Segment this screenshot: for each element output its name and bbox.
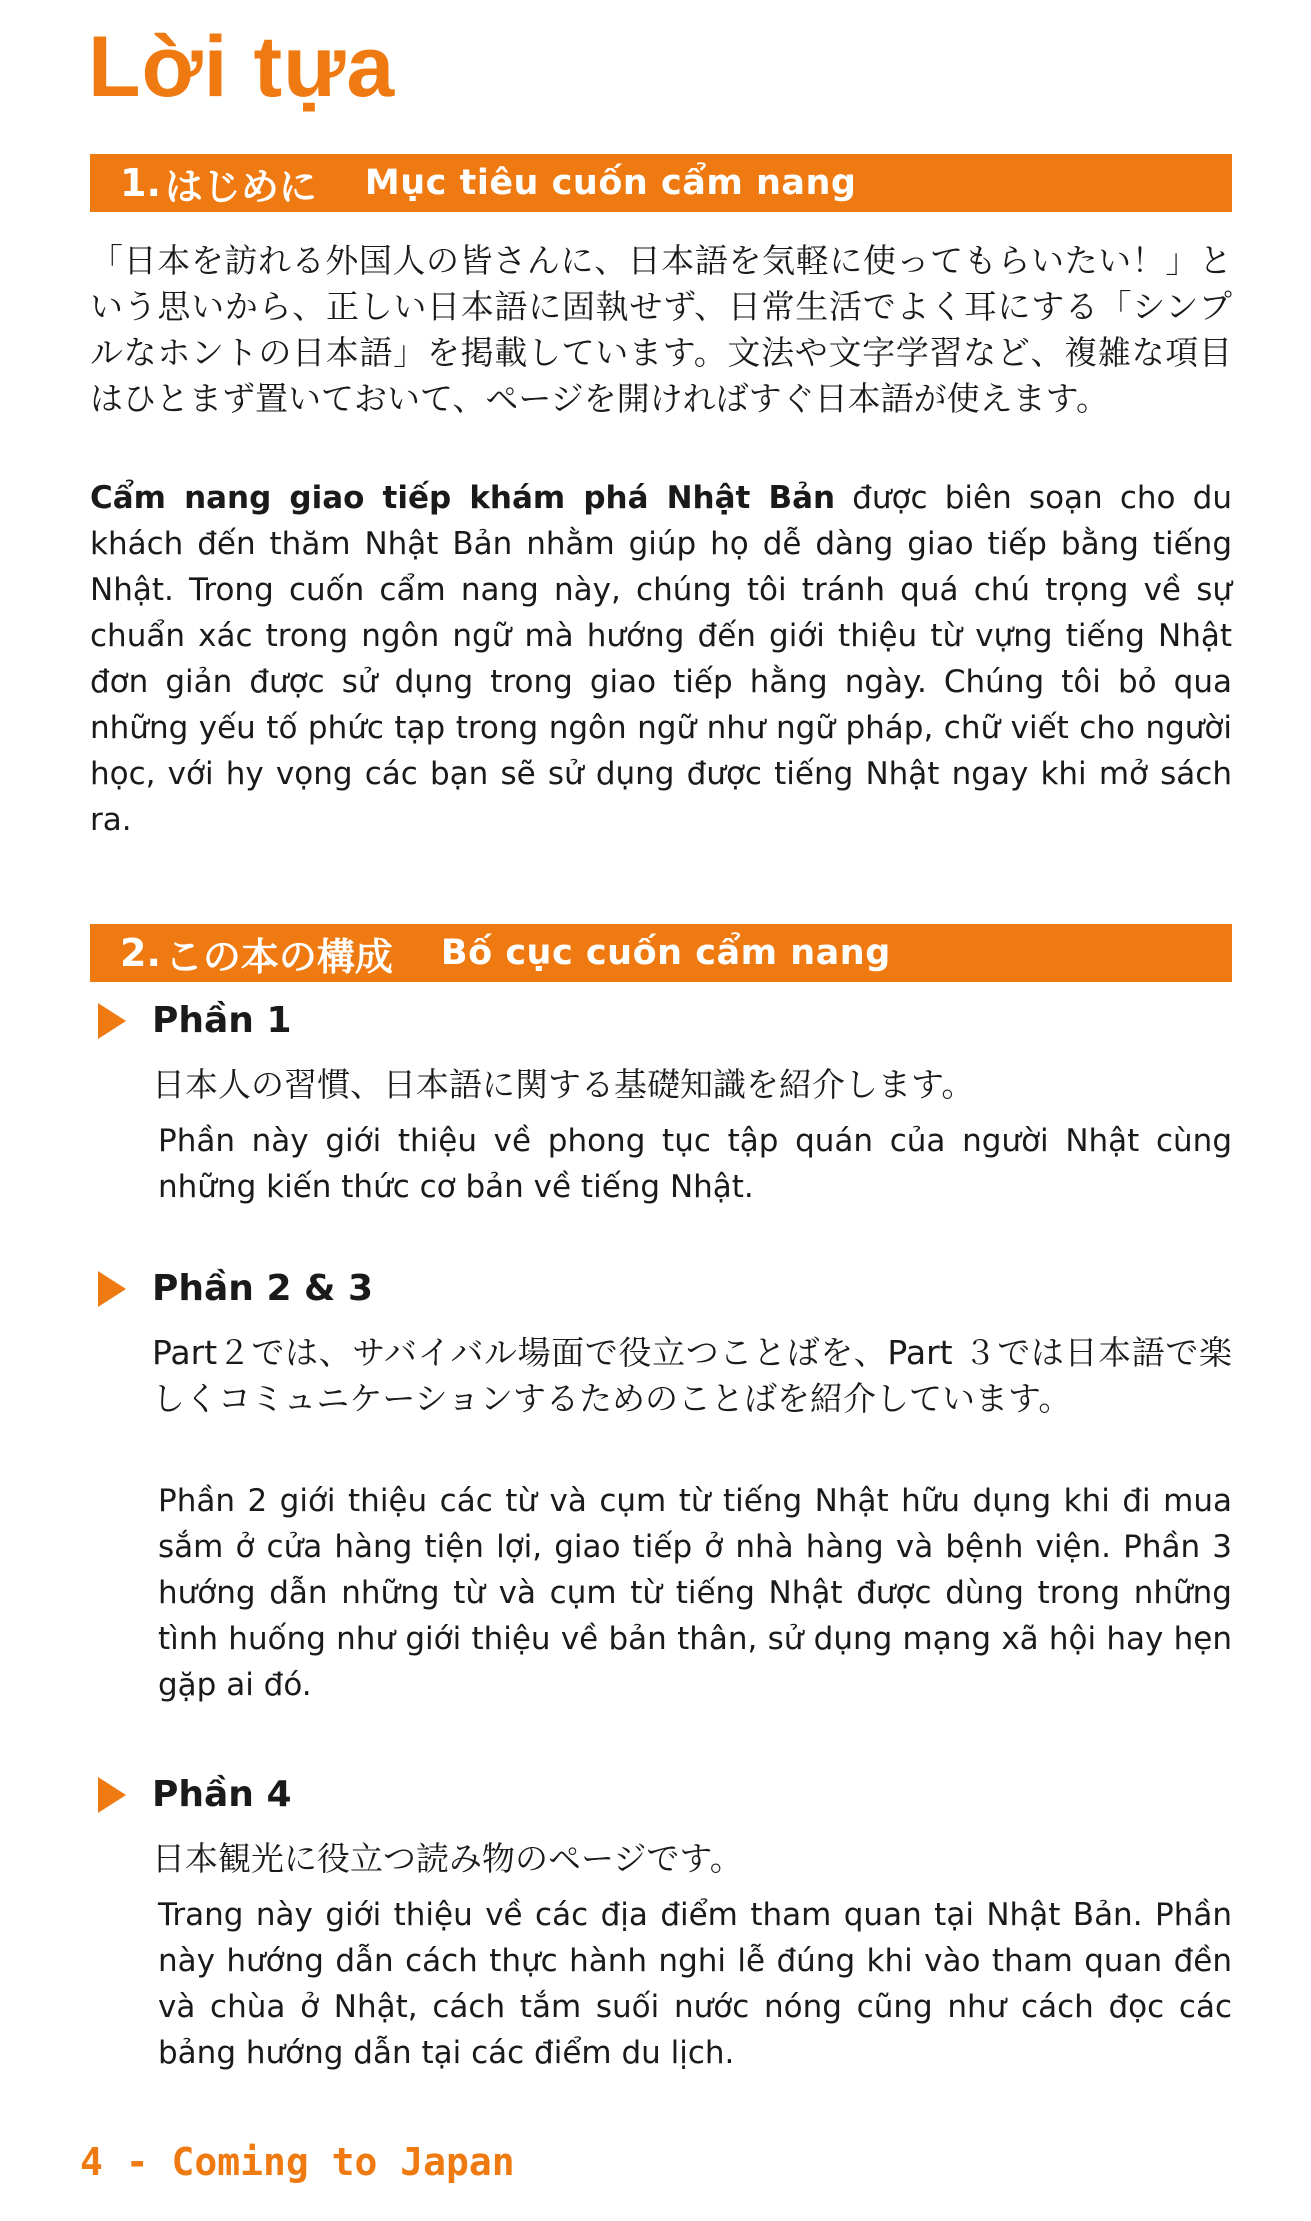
- section-1-vn-title: Mục tiêu cuốn cẩm nang: [364, 163, 857, 203]
- part-4-vn: Trang này giới thiệu về các địa điểm tham quan tại Nhật Bản. Phần này hướng dẫn cách thực hành nghi lễ đúng khi vào tham quan đền và chùa ở Nhật, cách tắm suối nước nóng cũng như cách đọc các bảng hướng dẫn tại các điểm du lịch.: [158, 1897, 1232, 2071]
- section-1-header: [90, 154, 1232, 212]
- section-2-vn-title: Bố cục cuốn cẩm nang: [440, 933, 891, 973]
- section-1-jp-title: はじめに: [164, 164, 317, 209]
- section-1-vn-body: [90, 475, 1232, 843]
- triangle-right-icon: [98, 1003, 126, 1039]
- section-2-header: [90, 924, 1232, 982]
- triangle-right-icon: [98, 1777, 126, 1813]
- part-1-title: Phần 1: [152, 1000, 292, 1041]
- page-title: Lời tựa: [88, 19, 396, 115]
- part-2-3-heading: [98, 1268, 373, 1309]
- part-1-vn: Phần này giới thiệu về phong tục tập quán của người Nhật cùng những kiến thức cơ bản về tiếng Nhật.: [158, 1123, 1232, 1205]
- page-footer: 4 - Coming to Japan: [80, 2140, 515, 2184]
- section-1-number: 1.: [120, 161, 161, 205]
- part-1-heading: [98, 1000, 292, 1041]
- part-4-heading: [98, 1774, 292, 1815]
- part-4-jp: 日本観光に役立つ読み物のページです。: [152, 1839, 743, 1878]
- part-1-jp: 日本人の習慣、日本語に関する基礎知識を紹介します。: [152, 1065, 975, 1104]
- part-2-3-jp: Part２では、サバイバル場面で役立つことばを、Part ３では日本語で楽しくコミュニケーションするためのことばを紹介しています。: [152, 1333, 1232, 1418]
- section-1-jp-body: 「日本を訪れる外国人の皆さんに、日本語を気軽に使ってもらいたい！」という思いから、正しい日本語に固執せず、日常生活でよく耳にする「シンプルなホントの日本語」を掲載しています。文法や文字学習など、複雑な項目はひとまず置いておいて、ページを開ければすぐ日本語が使えます。: [90, 241, 1232, 418]
- part-2-3-title: Phần 2 & 3: [152, 1268, 374, 1309]
- book-title: Cẩm nang giao tiếp khám phá Nhật Bản: [90, 480, 836, 516]
- triangle-right-icon: [98, 1271, 126, 1307]
- section-2-jp-title: この本の構成: [164, 934, 393, 979]
- section-1-vn-text: được biên soạn cho du khách đến thăm Nhật Bản nhằm giúp họ dễ dàng giao tiếp bằng tiếng Nhật. Trong cuốn cẩm nang này, chúng tôi tránh quá chú trọng về sự chuẩn xác trong ngôn ngữ mà hướng đến giới thiệu từ vựng tiếng Nhật đơn giản được sử dụng trong giao tiếp hằng ngày. Chúng tôi bỏ qua những yếu tố phức tạp trong ngôn ngữ như ngữ pháp, chữ viết cho người học, với hy vọng các bạn sẽ sử dụng được tiếng Nhật ngay khi mở sách ra.: [90, 480, 1232, 838]
- part-4-title: Phần 4: [152, 1774, 292, 1815]
- section-2-number: 2.: [120, 931, 161, 975]
- part-2-3-vn: Phần 2 giới thiệu các từ và cụm từ tiếng Nhật hữu dụng khi đi mua sắm ở cửa hàng tiện lợi, giao tiếp ở nhà hàng và bệnh viện. Phần 3 hướng dẫn những từ và cụm từ tiếng Nhật được dùng trong những tình huống như giới thiệu về bản thân, sử dụng mạng xã hội hay hẹn gặp ai đó.: [158, 1483, 1232, 1703]
